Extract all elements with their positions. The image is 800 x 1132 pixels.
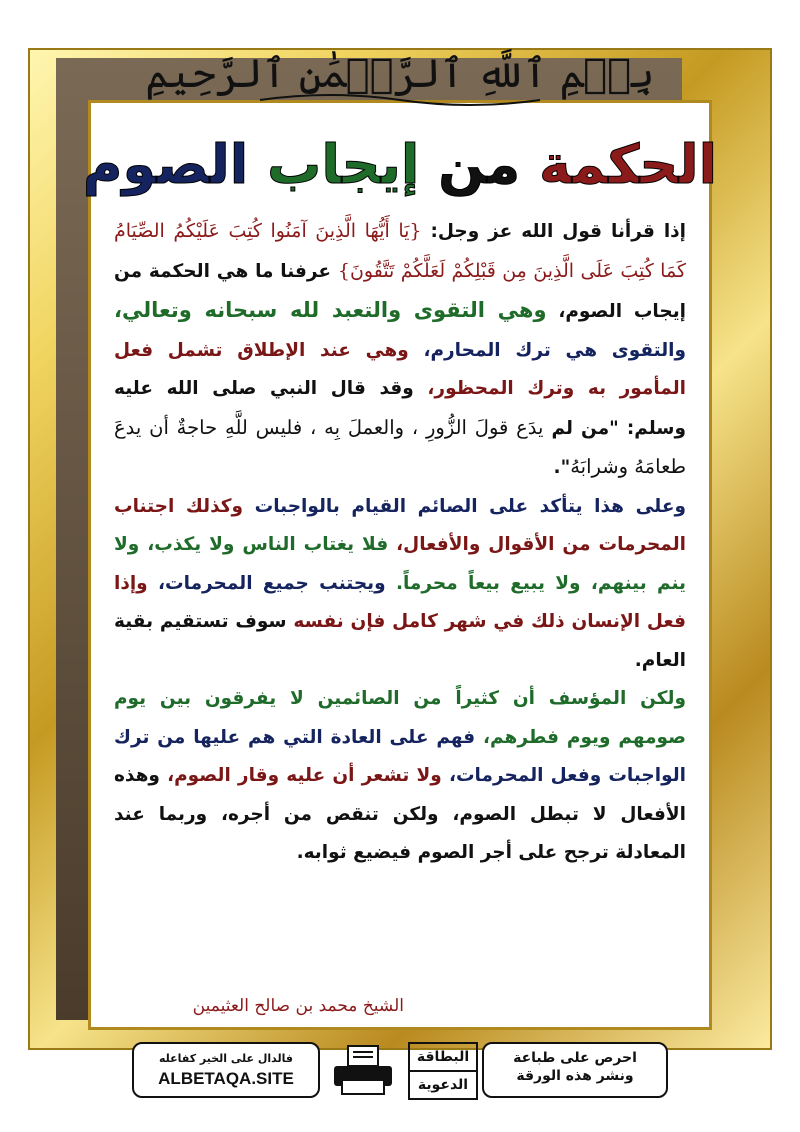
paragraph-3 [114, 680, 686, 873]
author-signature: الشيخ محمد بن صالح العثيمين [192, 996, 404, 1016]
page-title [0, 130, 800, 200]
p3-green: ولكن المؤسف أن كثيراً من الصائمين لا يفرقون بين يوم صومهم ويوم فطرهم، [114, 688, 686, 748]
hadith-text: يدَع قولَ الزُّورِ ، والعملَ بِه ، فليس للَّهِ حاجةٌ أن يدعَ طعامَهُ وشرابَهُ [114, 415, 686, 478]
p3-maroon: ولا تشعر أن عليه وقار الصوم، [167, 765, 449, 786]
logo-line-1: البطاقة [408, 1042, 478, 1072]
p1-hadith-intro: وقد قال النبي صلى الله عليه وسلم: "من لم [114, 378, 687, 439]
site-box [132, 1042, 320, 1098]
title-word-1: الحكمة [539, 133, 718, 196]
paragraph-1 [114, 212, 686, 488]
p2-green: فلا يغتاب الناس ولا يكذب، ولا ينم بينهم، ولا يبيع بيعاً محرماً. [114, 534, 686, 594]
p1-after: عرفنا ما هي الحكمة من إيجاب الصوم، [114, 260, 686, 322]
albetaqa-logo [408, 1042, 478, 1100]
p2-navy2: ويجتنب جميع المحرمات، [158, 572, 396, 594]
printer-icon [328, 1044, 398, 1098]
print-reminder-line-1: احرص على طباعة [513, 1050, 637, 1066]
p1-green: وهي التقوى والتعبد لله سبحانه وتعالي، [114, 298, 547, 322]
p2-end: سوف تستقيم بقية العام. [114, 611, 686, 671]
p2-maroon: وكذلك اجتناب المحرمات من الأقوال والأفعال، [114, 495, 686, 555]
p1-intro: إذا قرأنا قول الله عز وجل: [421, 221, 686, 242]
title-word-4: الصوم [82, 133, 249, 196]
print-reminder-line-2: ونشر هذه الورقة [516, 1068, 634, 1084]
site-slogan: فالدال على الخير كفاعله [158, 1052, 294, 1065]
p3-navy: فهم على العادة التي هم عليها من ترك الواجبات وفعل المحرمات، [114, 726, 686, 786]
print-reminder-box [482, 1042, 668, 1098]
site-url[interactable]: ALBETAQA.SITE [158, 1069, 294, 1088]
quran-verse: {يَا أَيُّهَا الَّذِينَ آمَنُوا كُتِبَ عَلَيْكُمُ الصِّيَامُ كَمَا كُتِبَ عَلَى الَّذِينَ مِن قَبْلِكُمْ لَعَلَّكُمْ تَتَّقُونَ} [114, 220, 686, 282]
p1-navy: والتقوى هي ترك المحارم، [423, 339, 686, 361]
paragraph-2 [114, 488, 686, 681]
title-word-2: من [438, 133, 521, 196]
logo-line-2: الدعوية [408, 1072, 478, 1100]
basmala-swirl-ornament [250, 92, 550, 108]
article-body [114, 212, 686, 873]
p2-navy: وعلى هذا يتأكد على الصائم القيام بالواجبات [254, 495, 686, 517]
p1-hadith-end: ". [553, 457, 571, 478]
title-word-3: إيجاب [267, 133, 420, 196]
p3-black: وهذه الأفعال لا تبطل الصوم، ولكن تنقص من أجره، وربما عند المعادلة ترجح على أجر الصوم فيضيع ثوابه. [114, 765, 686, 863]
p2-maroon2: وإذا فعل الإنسان ذلك في شهر كامل فإن نفسه [114, 572, 686, 632]
p1-maroon: وهي عند الإطلاق تشمل فعل المأمور به وترك المحظور، [114, 339, 687, 399]
basmala-calligraphy: بِسۡمِ ٱللَّهِ ٱلرَّحۡمَٰنِ ٱلرَّحِيمِ [145, 51, 655, 97]
footer-bar [132, 1042, 668, 1102]
